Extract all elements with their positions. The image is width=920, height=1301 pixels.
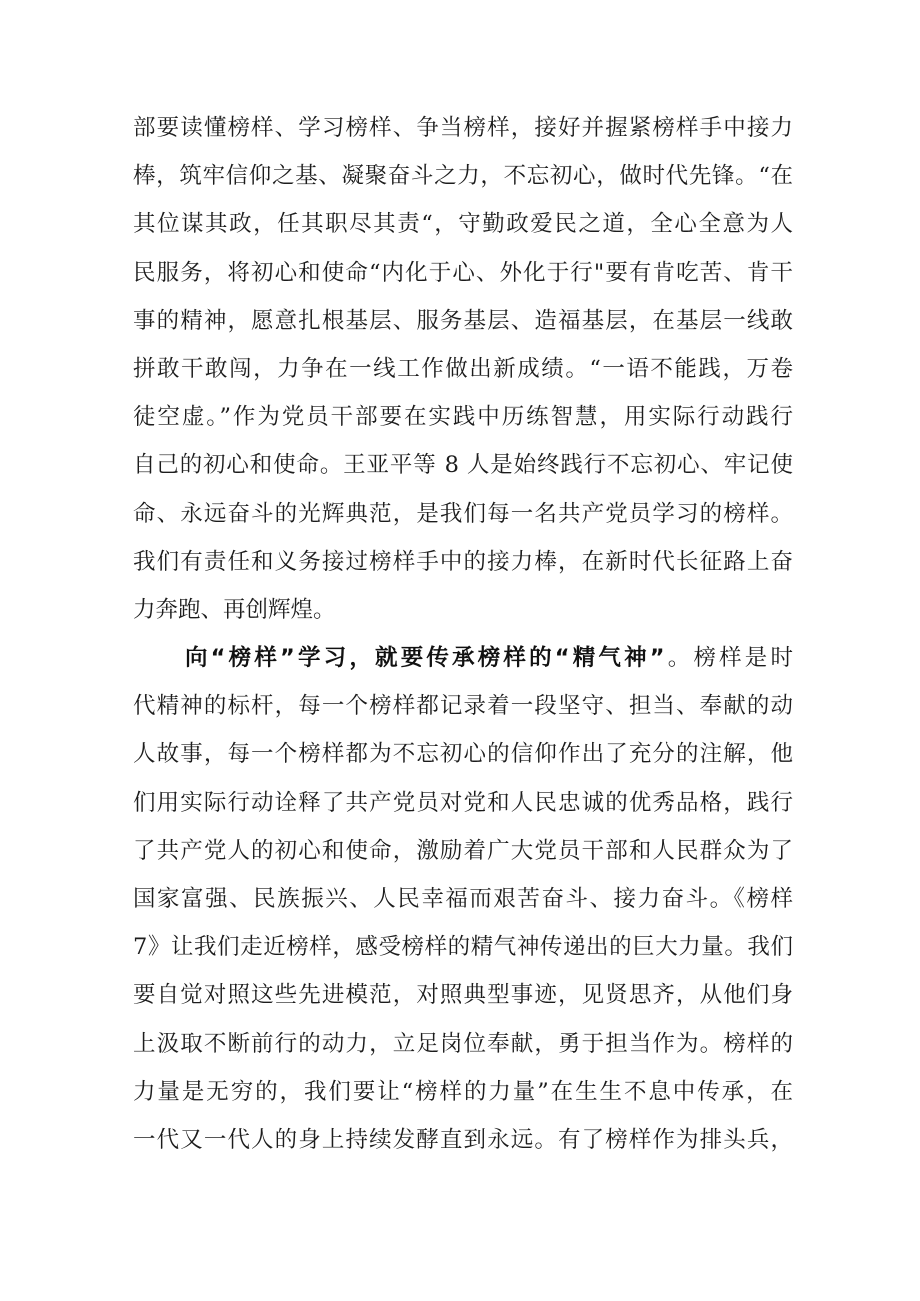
text-line: 们用实际行动诠释了共产党员对党和人民忠诚的优秀品格，践行	[133, 789, 793, 816]
text-line: 要自觉对照这些先进模范，对照典型事迹，见贤思齐，从他们身	[133, 982, 793, 1009]
text-span: 。榜样是时	[664, 645, 793, 672]
text-line: 7》让我们走近榜样，感受榜样的精气神传递出的巨大力量。我们	[133, 934, 793, 961]
text-line: 徒空虚。”作为党员干部要在实践中历练智慧，用实际行动践行	[133, 404, 793, 431]
text-line: 力量是无穷的，我们要让“榜样的力量”在生生不息中传承，在	[133, 1078, 793, 1105]
text-line: 一代又一代人的身上持续发酵直到永远。有了榜样作为排头兵，	[133, 1126, 793, 1153]
body-text	[133, 104, 793, 1164]
paragraph-lead-heading: 向“榜样”学习，就要传承榜样的“精气神”	[185, 645, 665, 672]
text-line: 事的精神，愿意扎根基层、服务基层、造福基层，在基层一线敢	[133, 307, 793, 334]
text-line: 自己的初心和使命。王亚平等 8 人是始终践行不忘初心、牢记使	[133, 452, 793, 479]
text-line: 民服务，将初心和使命“内化于心、外化于行"要有肯吃苦、肯干	[133, 259, 793, 286]
text-line: 拼敢干敢闯，力争在一线工作做出新成绩。“一语不能践，万卷	[133, 355, 793, 382]
text-line: 上汲取不断前行的动力，立足岗位奉献，勇于担当作为。榜样的	[133, 1030, 793, 1057]
text-line: 我们有责任和义务接过榜样手中的接力棒，在新时代长征路上奋	[133, 548, 793, 575]
text-line: 命、永远奋斗的光辉典范，是我们每一名共产党员学习的榜样。	[133, 500, 793, 527]
paragraph	[133, 634, 793, 1164]
text-line: 部要读懂榜样、学习榜样、争当榜样，接好并握紧榜样手中接力	[133, 115, 793, 141]
paragraph	[133, 104, 793, 634]
text-line: 力奔跑、再创辉煌。	[133, 596, 336, 623]
text-line: 棒，筑牢信仰之基、凝聚奋斗之力，不忘初心，做时代先锋。“在	[133, 163, 793, 190]
text-line: 人故事，每一个榜样都为不忘初心的信仰作出了充分的注解，他	[133, 741, 793, 768]
text-line: 了共产党人的初心和使命，激励着广大党员干部和人民群众为了	[133, 837, 793, 864]
text-line: 其位谋其政，任其职尽其责“，守勤政爱民之道，全心全意为人	[133, 211, 793, 238]
text-line: 国家富强、民族振兴、人民幸福而艰苦奋斗、接力奋斗。《榜样	[133, 886, 793, 912]
paragraph-first-line	[133, 634, 793, 682]
text-line: 代精神的标杆，每一个榜样都记录着一段坚守、担当、奉献的动	[133, 693, 793, 720]
